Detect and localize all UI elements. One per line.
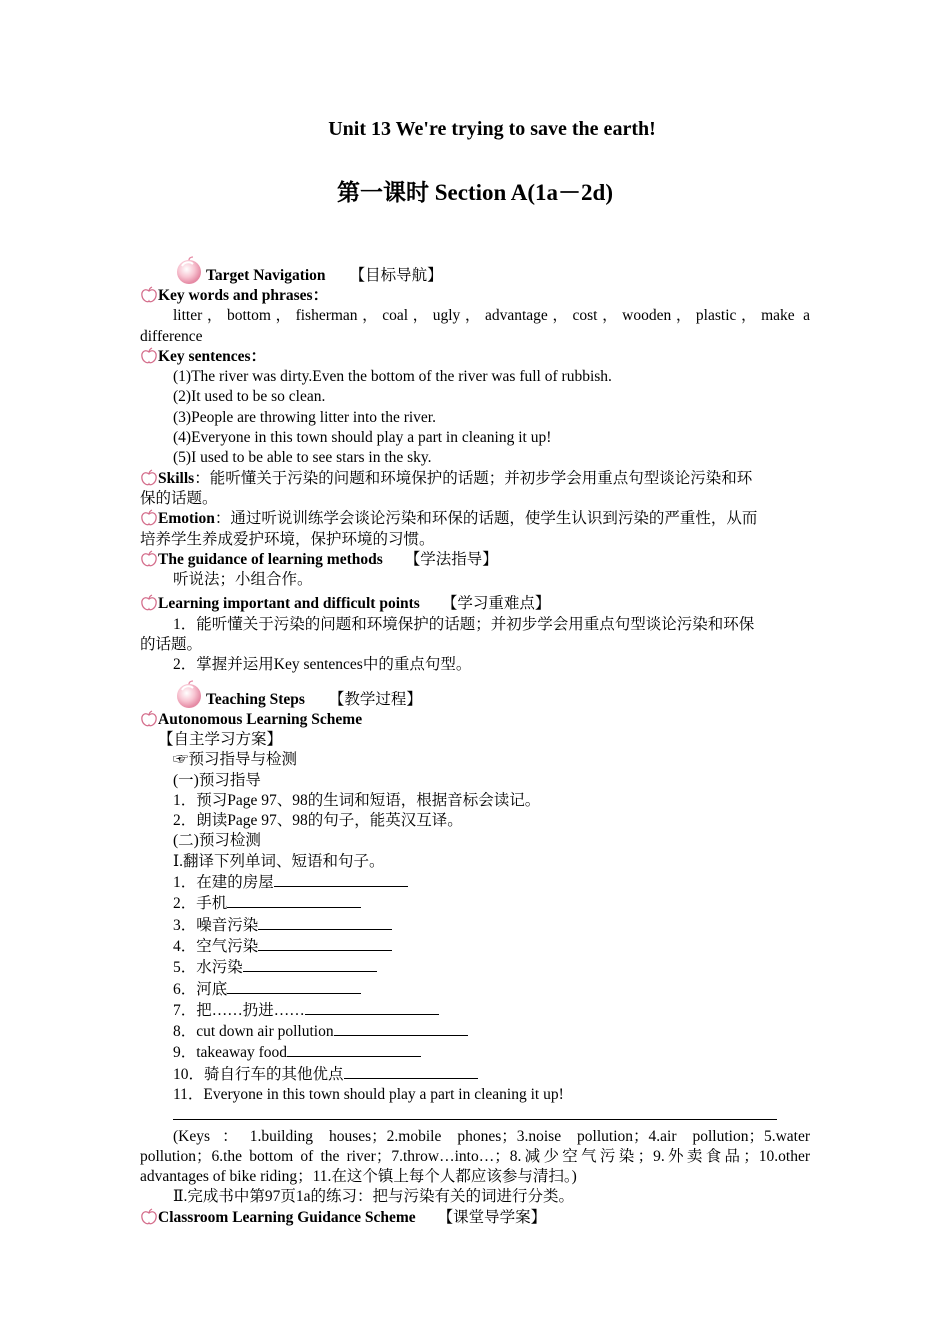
- answer-blank[interactable]: [305, 1000, 439, 1015]
- key-words-line: litter，bottom，fisherman，coal，ugly，advantage，cost，wooden，plastic，make a: [173, 307, 810, 325]
- answer-blank[interactable]: [287, 1042, 421, 1057]
- pink-ball-icon: [174, 256, 204, 286]
- apple-bullet-icon: [140, 286, 158, 304]
- keys-line: advantages of bike riding；11.在这个镇上每个人都应该参与清扫。): [140, 1168, 577, 1186]
- key-sentence: (1)The river was dirty.Even the bottom of the river was full of rubbish.: [173, 368, 612, 386]
- key-sentence: (2)It used to be so clean.: [173, 388, 326, 406]
- section-target-navigation: [140, 252, 810, 286]
- answer-blank[interactable]: [274, 872, 408, 887]
- answer-blank[interactable]: [258, 915, 392, 930]
- preview-heading: ☞预习指导与检测: [173, 751, 298, 769]
- guide-heading: (一)预习指导: [173, 771, 261, 789]
- point-line: 2．掌握并运用Key sentences中的重点句型。: [173, 656, 472, 674]
- exercise-item: 8．cut down air pollution: [140, 1021, 810, 1042]
- exercise-item: 2．手机: [140, 893, 810, 914]
- answer-blank[interactable]: [334, 1021, 468, 1036]
- emotion-line: Emotion：通过听说训练学会谈论污染和环保的话题，使学生认识到污染的严重性，从而: [140, 509, 810, 529]
- guide-item: 1．预习Page 97、98的生词和短语，根据音标会读记。: [173, 791, 541, 809]
- exercise-item: 10．骑自行车的其他优点: [140, 1064, 810, 1085]
- exercise-item: 7．把……扔进……: [140, 1000, 810, 1021]
- classroom-heading: Classroom Learning Guidance Scheme 【课堂导学案】: [140, 1208, 810, 1228]
- key-words-heading: Key words and phrases：: [140, 286, 810, 306]
- skills-line: Skills：能听懂关于污染的问题和环境保护的话题；并初步学会用重点句型谈论污染和环: [140, 469, 810, 489]
- exercise-item: 4．空气污染: [140, 936, 810, 957]
- answer-blank[interactable]: [344, 1064, 478, 1079]
- exercise-item: 1．在建的房屋: [140, 872, 810, 893]
- section-heading: Teaching Steps: [206, 690, 305, 708]
- point-line: 的话题。: [140, 636, 203, 654]
- section-heading-cn: 【目标导航】: [349, 267, 443, 284]
- apple-bullet-icon: [140, 1208, 158, 1226]
- exercise-2-heading: Ⅱ.完成书中第97页1a的练习：把与污染有关的词进行分类。: [173, 1188, 575, 1206]
- exercise-item: 3．噪音污染: [140, 915, 810, 936]
- methods-heading: The guidance of learning methods 【学法指导】: [140, 550, 810, 570]
- apple-bullet-icon: [140, 550, 158, 568]
- keys-line: pollution；6.the bottom of the river；7.throw…into…；8.减少空气污染；9.外卖食品；10.other: [140, 1147, 810, 1165]
- answer-blank[interactable]: [227, 893, 361, 908]
- answer-blank[interactable]: [173, 1105, 777, 1120]
- answer-blank[interactable]: [227, 979, 361, 994]
- key-sentence: (3)People are throwing litter into the river.: [173, 408, 436, 426]
- section-heading-cn: 【教学过程】: [328, 690, 422, 708]
- emotion-line: 培养学生养成爱护环境，保护环境的习惯。: [140, 530, 435, 548]
- exercise-item: 9．takeaway food: [140, 1042, 810, 1063]
- key-sentence: (4)Everyone in this town should play a part in cleaning it up!: [173, 429, 552, 447]
- autonomous-cn: 【自主学习方案】: [158, 730, 283, 748]
- answer-blank[interactable]: [258, 936, 392, 951]
- skills-line: 保的话题。: [140, 489, 218, 507]
- guide-item: 2．朗读Page 97、98的句子，能英汉互译。: [173, 812, 463, 830]
- unit-title: Unit 13 We're trying to save the earth!: [328, 118, 656, 140]
- test-heading: (二)预习检测: [173, 832, 261, 850]
- lesson-title: 第一课时 Section A(1a－2d): [337, 180, 613, 205]
- exercise-1-heading: Ⅰ.翻译下列单词、短语和句子。: [173, 852, 385, 870]
- keys-line: (Keys：1.building houses；2.mobile phones；3.noise pollution；4.air pollution；5.water: [173, 1127, 810, 1145]
- apple-bullet-icon: [140, 710, 158, 728]
- apple-bullet-icon: [140, 469, 158, 487]
- apple-bullet-icon: [140, 347, 158, 365]
- methods-text: 听说法；小组合作。: [173, 571, 313, 589]
- autonomous-heading: Autonomous Learning Scheme: [140, 710, 810, 730]
- section-heading: Target Navigation: [206, 267, 326, 284]
- section-teaching-steps: [140, 676, 810, 710]
- exercise-item: 5．水污染: [140, 957, 810, 978]
- key-words-line: difference: [140, 327, 203, 345]
- apple-bullet-icon: [140, 594, 158, 612]
- exercise-item-11-blank: [140, 1105, 810, 1126]
- points-heading: Learning important and difficult points 【学习重难点】: [140, 594, 810, 614]
- key-sentence: (5)I used to be able to see stars in the sky.: [173, 449, 432, 467]
- key-sentences-heading: Key sentences：: [140, 347, 810, 367]
- point-line: 1．能听懂关于污染的问题和环境保护的话题；并初步学会用重点句型谈论污染和环保: [173, 615, 755, 633]
- exercise-item: 11．Everyone in this town should play a part in cleaning it up!: [173, 1085, 564, 1103]
- pink-ball-icon: [174, 680, 204, 710]
- exercise-item: 6．河底: [140, 979, 810, 1000]
- apple-bullet-icon: [140, 509, 158, 527]
- answer-blank[interactable]: [243, 957, 377, 972]
- document-body: [140, 252, 810, 1228]
